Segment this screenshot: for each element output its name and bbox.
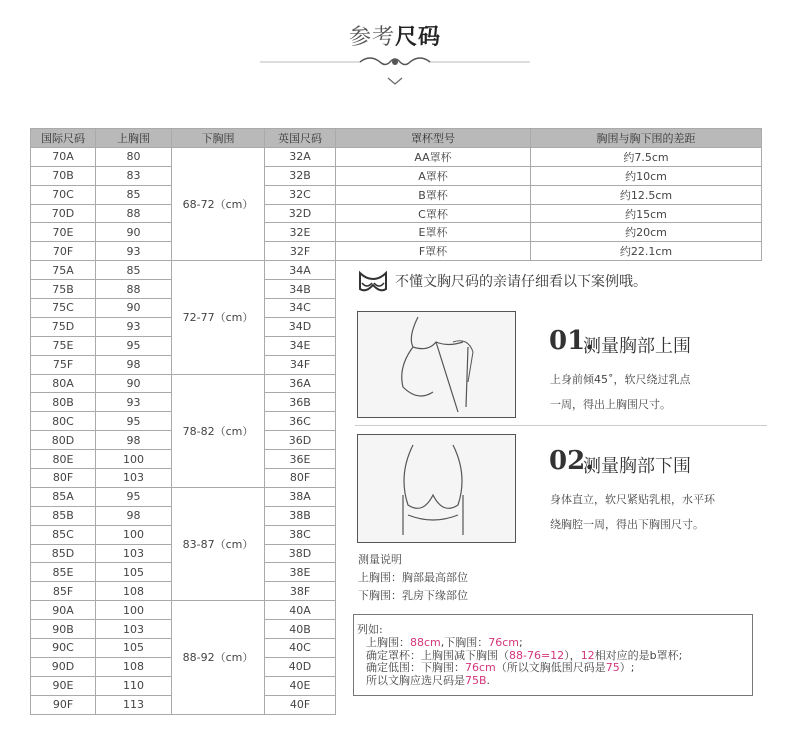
- intl-size-cell: 75F: [31, 355, 96, 374]
- uk-size-cell: 40D: [265, 657, 336, 676]
- underbust-cell: 72-77（cm）: [172, 261, 265, 374]
- bust-cell: 93: [96, 393, 172, 412]
- intl-size-cell: 85F: [31, 582, 96, 601]
- bust-cell: 80: [96, 147, 172, 166]
- header-bust: 上胸围: [96, 129, 172, 148]
- header-underbust: 下胸围: [172, 129, 265, 148]
- intl-size-cell: 80F: [31, 469, 96, 488]
- bust-cell: 100: [96, 601, 172, 620]
- intl-size-cell: 75A: [31, 261, 96, 280]
- uk-size-cell: 38F: [265, 582, 336, 601]
- uk-size-cell: 34A: [265, 261, 336, 280]
- intl-size-cell: 85D: [31, 544, 96, 563]
- example-lines: 上胸围：88cm,下胸围：76cm; 确定罩杯：上胸围减下胸围（88-76=12），12相对应的是b罩杯; 确定低围：下胸围：76cm（所以文胸低围尺码是75）; 所以文胸应选尺码是75B.: [366, 636, 683, 687]
- uk-size-cell: 36C: [265, 412, 336, 431]
- uk-size-cell: 36E: [265, 450, 336, 469]
- intl-size-cell: 75B: [31, 280, 96, 299]
- uk-size-cell: 36A: [265, 374, 336, 393]
- intl-size-cell: 70E: [31, 223, 96, 242]
- bust-cell: 108: [96, 582, 172, 601]
- difference-cell: 约10cm: [531, 166, 762, 185]
- uk-size-cell: 34B: [265, 280, 336, 299]
- bust-cell: 113: [96, 695, 172, 714]
- difference-cell: 约22.1cm: [531, 242, 762, 261]
- notes-line2: 下胸围：乳房下缘部位: [358, 589, 468, 602]
- uk-size-cell: 40E: [265, 676, 336, 695]
- intl-size-cell: 90A: [31, 601, 96, 620]
- underbust-cell: 83-87（cm）: [172, 487, 265, 600]
- header-difference: 胸围与胸下围的差距: [531, 129, 762, 148]
- bra-icon: [358, 269, 388, 295]
- uk-size-cell: 38D: [265, 544, 336, 563]
- difference-cell: 约20cm: [531, 223, 762, 242]
- bust-cell: 100: [96, 450, 172, 469]
- underbust-cell: 68-72（cm）: [172, 147, 265, 260]
- uk-size-cell: 40F: [265, 695, 336, 714]
- intl-size-cell: 70C: [31, 185, 96, 204]
- cup-type-cell: AA罩杯: [336, 147, 531, 166]
- example-label: 列如:: [357, 623, 383, 636]
- uk-size-cell: 40B: [265, 620, 336, 639]
- page-title: 参考尺码: [348, 25, 442, 50]
- section-divider: [355, 425, 767, 426]
- cup-type-cell: E罩杯: [336, 223, 531, 242]
- underbust-cell: 88-92（cm）: [172, 601, 265, 714]
- uk-size-cell: 40A: [265, 601, 336, 620]
- size-row: [31, 204, 762, 223]
- bust-cell: 88: [96, 204, 172, 223]
- uk-size-cell: 34F: [265, 355, 336, 374]
- intl-size-cell: 90C: [31, 639, 96, 658]
- bust-cell: 103: [96, 620, 172, 639]
- difference-cell: 约12.5cm: [531, 185, 762, 204]
- bust-cell: 88: [96, 280, 172, 299]
- uk-size-cell: 38C: [265, 525, 336, 544]
- bust-cell: 108: [96, 657, 172, 676]
- underbust-cell: 78-82（cm）: [172, 374, 265, 487]
- intl-size-cell: 75E: [31, 336, 96, 355]
- bust-cell: 103: [96, 544, 172, 563]
- uk-size-cell: 80F: [265, 469, 336, 488]
- uk-size-cell: 32B: [265, 166, 336, 185]
- step2-number: 02.: [549, 446, 595, 476]
- notes-line1: 上胸围：胸部最高部位: [358, 571, 468, 584]
- size-row: [31, 185, 762, 204]
- step1-description: 上身前倾45˚，软尺绕过乳点 一周，得出上胸围尺寸。: [550, 373, 691, 411]
- intl-size-cell: 85A: [31, 487, 96, 506]
- intl-size-cell: 90B: [31, 620, 96, 639]
- uk-size-cell: 36D: [265, 431, 336, 450]
- step1-title: 测量胸部上围: [583, 336, 691, 357]
- uk-size-cell: 34E: [265, 336, 336, 355]
- step2-title: 测量胸部下围: [583, 456, 691, 477]
- uk-size-cell: 34D: [265, 317, 336, 336]
- uk-size-cell: 38A: [265, 487, 336, 506]
- measurement-guide-panel: [333, 261, 767, 712]
- bust-cell: 98: [96, 506, 172, 525]
- header-intl-size: 国际尺码: [31, 129, 96, 148]
- intl-size-cell: 80E: [31, 450, 96, 469]
- bust-cell: 83: [96, 166, 172, 185]
- bust-cell: 93: [96, 242, 172, 261]
- difference-cell: 约15cm: [531, 204, 762, 223]
- notes-heading: 测量说明: [358, 553, 402, 566]
- cup-type-cell: F罩杯: [336, 242, 531, 261]
- step1-number: 01.: [549, 326, 595, 356]
- intl-size-cell: 80B: [31, 393, 96, 412]
- bust-cell: 103: [96, 469, 172, 488]
- uk-size-cell: 32F: [265, 242, 336, 261]
- intl-size-cell: 90D: [31, 657, 96, 676]
- uk-size-cell: 32E: [265, 223, 336, 242]
- uk-size-cell: 40C: [265, 639, 336, 658]
- header-cup-type: 罩杯型号: [336, 129, 531, 148]
- bust-cell: 95: [96, 336, 172, 355]
- size-row: [31, 223, 762, 242]
- cup-type-cell: B罩杯: [336, 185, 531, 204]
- uk-size-cell: 36B: [265, 393, 336, 412]
- bust-cell: 95: [96, 487, 172, 506]
- guide-hint: 不懂文胸尺码的亲请仔细看以下案例哦。: [395, 274, 647, 290]
- bust-cell: 105: [96, 639, 172, 658]
- bust-cell: 95: [96, 412, 172, 431]
- intl-size-cell: 85B: [31, 506, 96, 525]
- step2-description: 身体直立，软尺紧贴乳根，水平环 绕胸腔一周，得出下胸围尺寸。: [550, 493, 715, 531]
- size-row: [31, 147, 762, 166]
- bust-cell: 105: [96, 563, 172, 582]
- uk-size-cell: 38B: [265, 506, 336, 525]
- uk-size-cell: 38E: [265, 563, 336, 582]
- size-row: [31, 242, 762, 261]
- bust-figure: [357, 311, 516, 418]
- intl-size-cell: 70A: [31, 147, 96, 166]
- intl-size-cell: 90E: [31, 676, 96, 695]
- bust-cell: 93: [96, 317, 172, 336]
- bust-cell: 85: [96, 185, 172, 204]
- example-box: [353, 614, 753, 696]
- bust-cell: 85: [96, 261, 172, 280]
- header-uk-size: 英国尺码: [265, 129, 336, 148]
- intl-size-cell: 70D: [31, 204, 96, 223]
- cup-type-cell: C罩杯: [336, 204, 531, 223]
- intl-size-cell: 75C: [31, 299, 96, 318]
- intl-size-cell: 80A: [31, 374, 96, 393]
- bust-cell: 90: [96, 299, 172, 318]
- bust-cell: 100: [96, 525, 172, 544]
- cup-type-cell: A罩杯: [336, 166, 531, 185]
- intl-size-cell: 75D: [31, 317, 96, 336]
- intl-size-cell: 80C: [31, 412, 96, 431]
- bust-cell: 98: [96, 431, 172, 450]
- intl-size-cell: 80D: [31, 431, 96, 450]
- uk-size-cell: 32A: [265, 147, 336, 166]
- intl-size-cell: 70B: [31, 166, 96, 185]
- intl-size-cell: 70F: [31, 242, 96, 261]
- uk-size-cell: 32C: [265, 185, 336, 204]
- intl-size-cell: 85E: [31, 563, 96, 582]
- uk-size-cell: 32D: [265, 204, 336, 223]
- uk-size-cell: 34C: [265, 299, 336, 318]
- measurement-notes: [358, 551, 468, 605]
- size-row: [31, 166, 762, 185]
- bust-cell: 90: [96, 223, 172, 242]
- underbust-figure: [357, 434, 516, 543]
- difference-cell: 约7.5cm: [531, 147, 762, 166]
- intl-size-cell: 90F: [31, 695, 96, 714]
- ornament-divider: [260, 52, 530, 88]
- bust-cell: 98: [96, 355, 172, 374]
- intl-size-cell: 85C: [31, 525, 96, 544]
- bust-cell: 90: [96, 374, 172, 393]
- bust-cell: 110: [96, 676, 172, 695]
